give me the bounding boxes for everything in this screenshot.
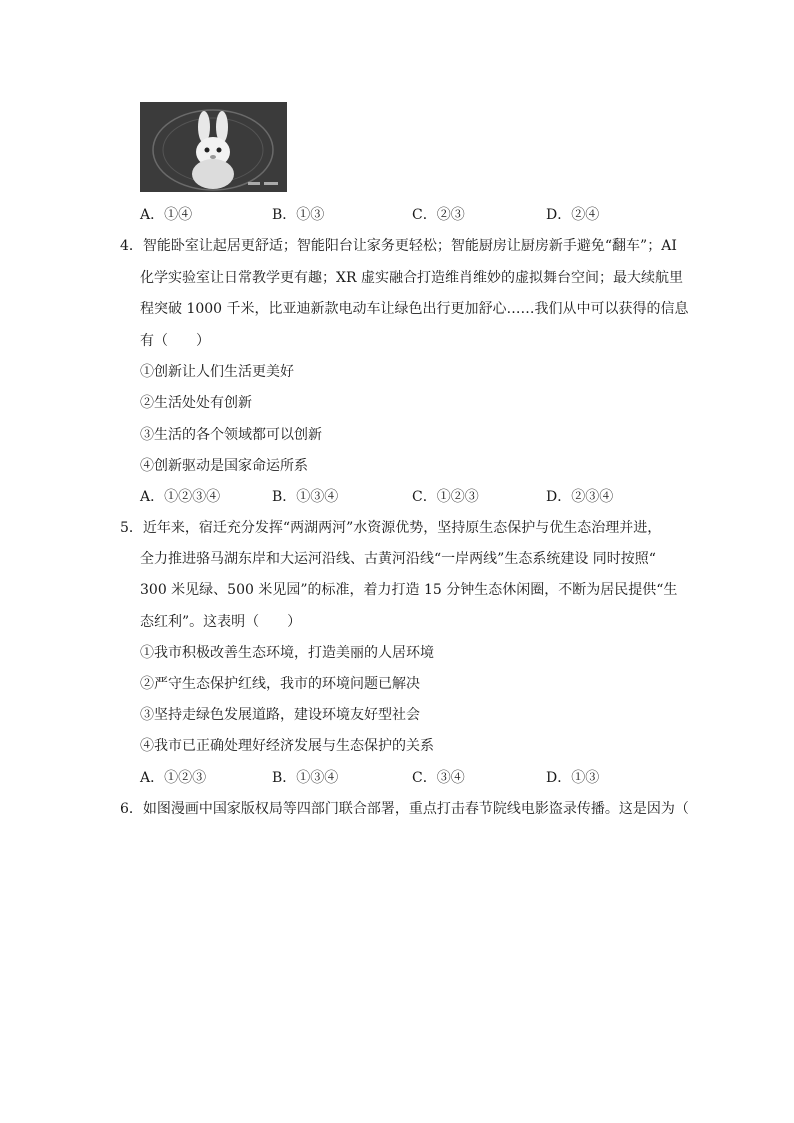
q5-option-d: D．①③ [546, 770, 600, 786]
q4-option-b: B．①③④ [272, 489, 339, 505]
q4-item-1: ①创新让人们生活更美好 [140, 364, 294, 380]
q5-stem-line-2: 全力推进骆马湖东岸和大运河沿线、古黄河沿线“一岸两线”生态系统建设 同时按照“ [140, 551, 656, 567]
q4-item-2: ②生活处处有创新 [140, 395, 252, 411]
q4-stem-line-4: 有（ ） [140, 333, 210, 349]
q5-item-3: ③坚持走绿色发展道路，建设环境友好型社会 [140, 707, 420, 723]
q3-option-a: A．①④ [140, 207, 193, 223]
q5-stem-line-3: 300 米见绿、500 米见园”的标准，着力打造 15 分钟生态休闲圈，不断为居民提供“生 [140, 582, 678, 598]
q4-stem-line-1: 4．智能卧室让起居更舒适；智能阳台让家务更轻松；智能厨房让厨房新手避免“翻车”；AI [120, 238, 677, 254]
q4-item-3: ③生活的各个领域都可以创新 [140, 427, 322, 443]
q5-option-b: B．①③④ [272, 770, 339, 786]
q4-option-c: C．①②③ [412, 489, 479, 505]
q5-stem-line-4: 态红利”。这表明（ ） [140, 614, 302, 630]
q4-option-d: D．②③④ [546, 489, 614, 505]
q4-option-a: A．①②③④ [140, 489, 221, 505]
q5-item-2: ②严守生态保护红线，我市的环境问题已解决 [140, 676, 420, 692]
q5-option-a: A．①②③ [140, 770, 207, 786]
q3-option-c: C．②③ [412, 207, 465, 223]
rabbit-image [140, 102, 287, 192]
q4-stem-line-2: 化学实验室让日常教学更有趣；XR 虚实融合打造维肖维妙的虚拟舞台空间；最大续航里 [140, 270, 683, 286]
q5-item-1: ①我市积极改善生态环境，打造美丽的人居环境 [140, 645, 434, 661]
q5-stem-line-1: 5．近年来，宿迁充分发挥“两湖两河”水资源优势，坚持原生态保护与优生态治理并进， [120, 520, 662, 536]
q3-option-b: B．①③ [272, 207, 325, 223]
question-3-figure [140, 102, 287, 192]
q3-option-d: D．②④ [546, 207, 600, 223]
q5-option-c: C．③④ [412, 770, 465, 786]
q6-stem-line-1: 6．如图漫画中国家版权局等四部门联合部署，重点打击春节院线电影盗录传播。这是因为（ [120, 801, 689, 817]
q5-item-4: ④我市已正确处理好经济发展与生态保护的关系 [140, 738, 434, 754]
q4-item-4: ④创新驱动是国家命运所系 [140, 458, 308, 474]
q4-stem-line-3: 程突破 1000 千米，比亚迪新款电动车让绿色出行更加舒心……我们从中可以获得的信息 [140, 301, 689, 317]
